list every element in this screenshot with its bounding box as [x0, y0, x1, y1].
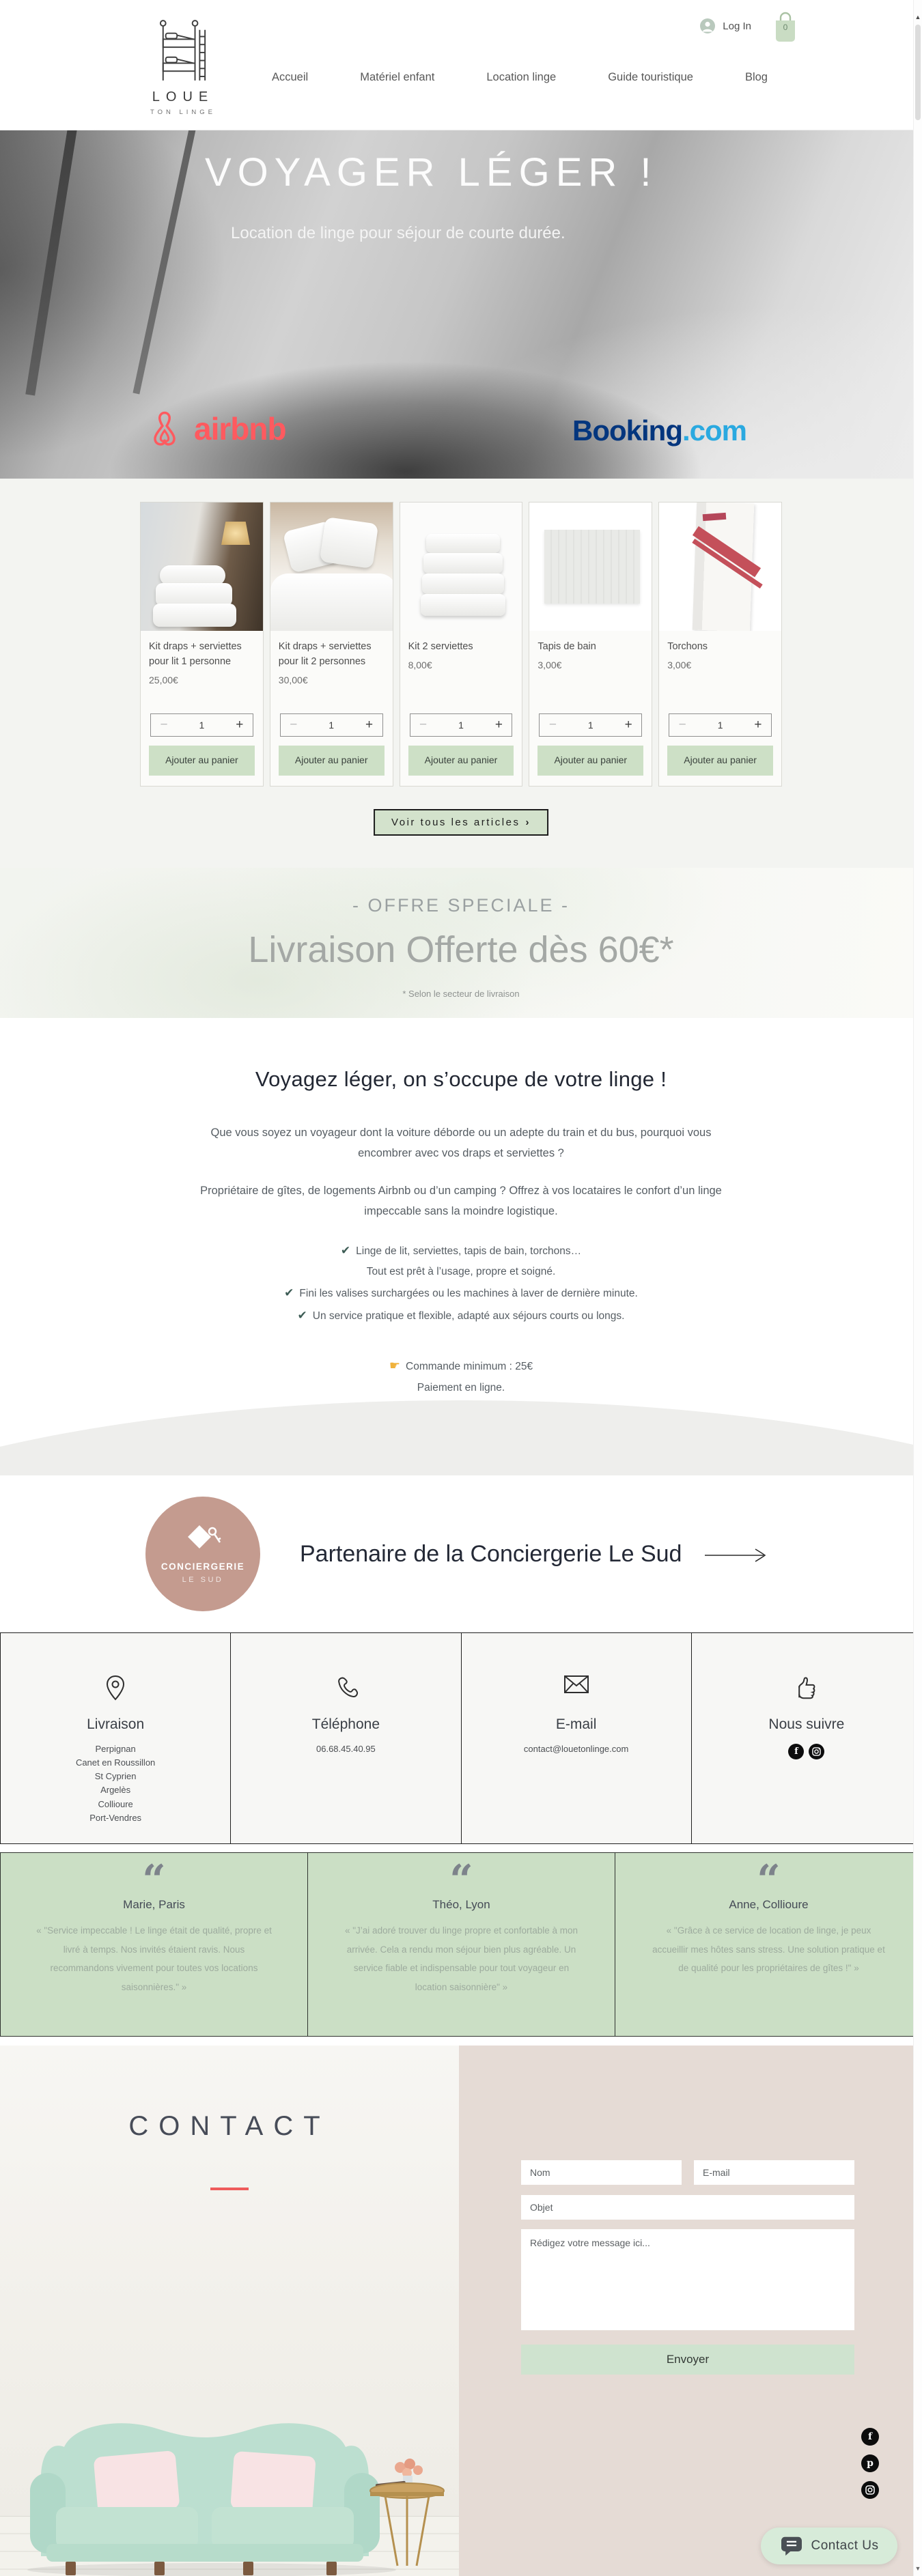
intro-paragraph: Que vous soyez un voyageur dont la voiture déborde ou un adepte du train et du bus, pourquoi vous encombrer avec vos draps et serviettes ? [210, 1127, 712, 1159]
check-icon: ✔ [297, 1308, 307, 1322]
facebook-icon[interactable]: f [861, 2428, 879, 2446]
quantity-increase-button[interactable]: + [357, 714, 382, 736]
quantity-input[interactable] [565, 714, 615, 736]
quote-icon: “ [449, 1856, 473, 1904]
email-address[interactable]: contact@louetonlinge.com [523, 1744, 629, 1754]
special-offer-section [0, 868, 922, 1018]
send-button[interactable]: Envoyer [521, 2345, 854, 2375]
product-name[interactable]: Kit 2 serviettes [408, 641, 473, 652]
product-image[interactable] [400, 503, 522, 631]
add-to-cart-button[interactable]: Ajouter au panier [408, 746, 514, 776]
testimonial-quote: « "Service impeccable ! Le linge était de qualité, propre et livré à temps. Nos invités étaient ravis. Nous recommandons vivement pour toutes vos locations saisonnières." » [36, 1925, 272, 1993]
product-image[interactable] [659, 503, 781, 631]
long-arrow-right-icon[interactable] [703, 1547, 769, 1563]
testimonial-card [307, 1852, 615, 2037]
city: Port-Vendres [89, 1812, 142, 1823]
quantity-decrease-button[interactable]: − [281, 714, 307, 736]
quantity-input[interactable] [177, 714, 227, 736]
benefit-item: Tout est prêt à l’usage, propre et soigné. [366, 1266, 556, 1278]
partner-section [0, 1475, 922, 1632]
partner-brands [0, 409, 922, 457]
quantity-decrease-button[interactable]: − [151, 714, 177, 736]
nav-item-accueil[interactable]: Accueil [272, 71, 309, 83]
contact-photo [0, 2046, 459, 2576]
hero-photo-detail [25, 130, 80, 396]
product-name[interactable]: Kit draps + serviettes pour lit 2 personnes [278, 641, 372, 667]
contact-title-underline [210, 2188, 249, 2190]
info-column-telephone [231, 1633, 461, 1843]
product-card [140, 502, 264, 787]
contact-info-grid [0, 1632, 922, 1844]
badge-text-line1: CONCIERGERIE [160, 1561, 245, 1572]
social-links [692, 1744, 921, 1759]
message-field[interactable] [521, 2229, 854, 2330]
quantity-increase-button[interactable]: + [745, 714, 771, 736]
logo-text-line2: TON LINGE [150, 109, 216, 116]
product-card [529, 502, 652, 787]
product-card [400, 502, 523, 787]
city: Perpignan [95, 1744, 136, 1754]
info-column-livraison [0, 1633, 231, 1843]
login-button[interactable] [699, 18, 751, 34]
booking-logo [572, 414, 746, 447]
benefit-item: ✔ Un service pratique et flexible, adapté aux séjours courts ou longs. [297, 1308, 625, 1322]
product-name[interactable]: Torchons [667, 641, 708, 652]
booking-wordmark: Booking [572, 414, 682, 447]
hero-title: VOYAGER LÉGER ! [205, 150, 658, 195]
quantity-decrease-button[interactable]: − [540, 714, 565, 736]
cart-button[interactable] [770, 10, 800, 45]
hero-subtitle: Location de linge pour séjour de courte durée. [231, 224, 565, 242]
scroll-up-arrow-icon[interactable]: ▲ [914, 14, 921, 20]
testimonial-card [0, 1852, 308, 2037]
benefit-item: ✔ Fini les valises surchargées ou les machines à laver de dernière minute. [284, 1286, 638, 1300]
phone-icon [333, 1674, 359, 1700]
product-card-body [141, 631, 263, 786]
nav-item-blog[interactable]: Blog [744, 71, 768, 83]
city: Canet en Roussillon [75, 1757, 156, 1768]
product-name[interactable]: Kit draps + serviettes pour lit 1 personne [149, 641, 242, 667]
products-section [0, 479, 922, 868]
login-label: Log In [723, 20, 751, 32]
info-column-email [462, 1633, 692, 1843]
offer-title: Livraison Offerte dès 60€* [248, 929, 674, 970]
info-title: Téléphone [311, 1716, 380, 1732]
contact-title: CONTACT [128, 2111, 331, 2141]
subject-field[interactable] [521, 2195, 854, 2220]
airbnb-logo [146, 409, 286, 449]
info-title: E-mail [555, 1716, 597, 1732]
social-sidebar [861, 2428, 879, 2499]
quantity-input[interactable] [436, 714, 486, 736]
product-price: 25,00€ [149, 674, 178, 685]
benefit-item: ✔ Linge de lit, serviettes, tapis de bain, torchons… [340, 1243, 582, 1257]
quantity-stepper[interactable] [150, 713, 253, 737]
nav-item-location-linge[interactable]: Location linge [486, 71, 557, 83]
minimum-order-line: ☛ Commande minimum : 25€ [389, 1359, 533, 1373]
add-to-cart-button[interactable]: Ajouter au panier [279, 746, 385, 776]
product-card [658, 502, 782, 787]
quantity-stepper[interactable] [410, 713, 513, 737]
airbnb-belo-icon [146, 409, 183, 449]
quantity-decrease-button[interactable]: − [410, 714, 436, 736]
nav-item-guide-touristique[interactable]: Guide touristique [608, 71, 693, 83]
quantity-increase-button[interactable]: + [227, 714, 253, 736]
avatar-icon [699, 18, 716, 34]
product-card [270, 502, 393, 787]
booking-wordmark-suffix: .com [682, 414, 747, 447]
testimonial-author: Marie, Paris [123, 1898, 185, 1911]
logo-text-line1: LOUE [152, 89, 214, 104]
quantity-decrease-button[interactable]: − [669, 714, 695, 736]
bunk-bed-logo-icon [157, 19, 209, 82]
testimonial-author: Théo, Lyon [432, 1898, 490, 1911]
quantity-stepper[interactable] [280, 713, 383, 737]
view-all-products-button[interactable]: Voir tous les articles › [374, 809, 548, 836]
house-keys-icon [183, 1525, 223, 1555]
site-logo[interactable] [135, 19, 231, 116]
info-title: Livraison [87, 1716, 145, 1732]
offer-kicker: - OFFRE SPECIALE - [352, 895, 570, 916]
product-price: 30,00€ [278, 674, 308, 685]
instagram-icon[interactable] [861, 2481, 879, 2499]
product-card-body [400, 631, 522, 786]
testimonial-quote: « "J’ai adoré trouver du linge propre et confortable à mon arrivée. Cela a rendu mon séjour bien plus agréable. Un service fiable et indispensable pour tout voyageur en location saisonnière" » [345, 1925, 578, 1993]
testimonial-card [615, 1852, 922, 2037]
intro-paragraph: Propriétaire de gîtes, de logements Airbnb ou d’un camping ? Offrez à vos locataires le confort d’un linge impeccable sans la moindre logistique. [200, 1185, 722, 1218]
contact-section [0, 2046, 922, 2576]
couch-illustration [0, 2372, 459, 2576]
testimonial-author: Anne, Collioure [729, 1898, 809, 1911]
product-card-list [140, 502, 782, 787]
instagram-icon[interactable] [809, 1744, 824, 1759]
contact-us-chat-button[interactable] [761, 2528, 897, 2564]
main-nav [272, 71, 768, 84]
benefits-list [0, 1240, 922, 1327]
hero-text [205, 150, 658, 249]
offer-footnote: * Selon le secteur de livraison [402, 989, 520, 999]
quantity-stepper[interactable] [539, 713, 642, 737]
quantity-stepper[interactable] [669, 713, 772, 737]
chevron-right-icon: › [525, 817, 531, 828]
name-field[interactable] [521, 2160, 682, 2185]
intro-section [0, 1018, 922, 1475]
quote-icon: “ [142, 1856, 166, 1904]
product-card-body [270, 631, 393, 786]
info-title: Nous suivre [768, 1716, 845, 1732]
hero-photo-detail [132, 130, 199, 394]
product-name[interactable]: Tapis de bain [537, 641, 596, 652]
testimonial-quote: « "Grâce à ce service de location de linge, je peux accueillir mes hôtes sans stress. Une solution pratique et de qualité pour les propriétaires de gîtes !" » [652, 1925, 885, 1974]
email-field[interactable] [694, 2160, 854, 2185]
payment-line: Paiement en ligne. [417, 1382, 505, 1394]
quantity-increase-button[interactable]: + [486, 714, 512, 736]
hero-section [0, 130, 922, 479]
badge-text-line2: LE SUD [182, 1575, 224, 1584]
product-image[interactable] [270, 503, 393, 631]
product-price: 3,00€ [537, 659, 562, 670]
product-image[interactable] [141, 503, 263, 631]
chat-bubble-icon [780, 2536, 803, 2556]
scrollbar-thumb[interactable] [915, 25, 921, 120]
check-icon: ✔ [340, 1243, 351, 1257]
scroll-down-arrow-icon[interactable]: ▼ [914, 2565, 921, 2572]
intro-title: Voyagez léger, on s’occupe de votre linge ! [255, 1067, 667, 1091]
info-column-social [692, 1633, 922, 1843]
add-to-cart-button[interactable]: Ajouter au panier [149, 746, 255, 776]
conciergerie-badge[interactable] [145, 1497, 260, 1611]
quantity-increase-button[interactable]: + [615, 714, 641, 736]
add-to-cart-button[interactable]: Ajouter au panier [537, 746, 643, 776]
envelope-icon [563, 1674, 590, 1695]
nav-item-materiel-enfant[interactable]: Matériel enfant [360, 71, 435, 83]
product-card-body [529, 631, 652, 786]
city: St Cyprien [94, 1771, 137, 1782]
quantity-input[interactable] [695, 714, 745, 736]
product-card-body [659, 631, 781, 786]
quantity-input[interactable] [307, 714, 357, 736]
contact-form [521, 2160, 854, 2375]
pointing-hand-icon: ☛ [389, 1359, 401, 1373]
product-price: 3,00€ [667, 659, 692, 670]
cart-count-badge: 0 [783, 23, 788, 32]
quote-icon: “ [757, 1856, 781, 1904]
partner-title: Partenaire de la Conciergerie Le Sud [300, 1540, 682, 1567]
chat-label: Contact Us [811, 2538, 879, 2553]
product-price: 8,00€ [408, 659, 432, 670]
phone-number[interactable]: 06.68.45.40.95 [316, 1744, 376, 1754]
city: Collioure [98, 1798, 133, 1809]
product-image[interactable] [529, 503, 652, 631]
scrollbar[interactable] [913, 0, 922, 2576]
check-icon: ✔ [284, 1286, 294, 1300]
add-to-cart-button[interactable]: Ajouter au panier [667, 746, 773, 776]
pinterest-icon[interactable]: p [861, 2454, 879, 2472]
city: Argelès [100, 1785, 131, 1796]
thumbs-up-icon [794, 1674, 819, 1700]
testimonials-section [0, 1844, 922, 2046]
delivery-cities [1, 1742, 230, 1825]
header [0, 0, 922, 130]
facebook-icon[interactable]: f [788, 1744, 804, 1759]
location-pin-icon [103, 1674, 128, 1701]
airbnb-wordmark: airbnb [194, 411, 286, 447]
